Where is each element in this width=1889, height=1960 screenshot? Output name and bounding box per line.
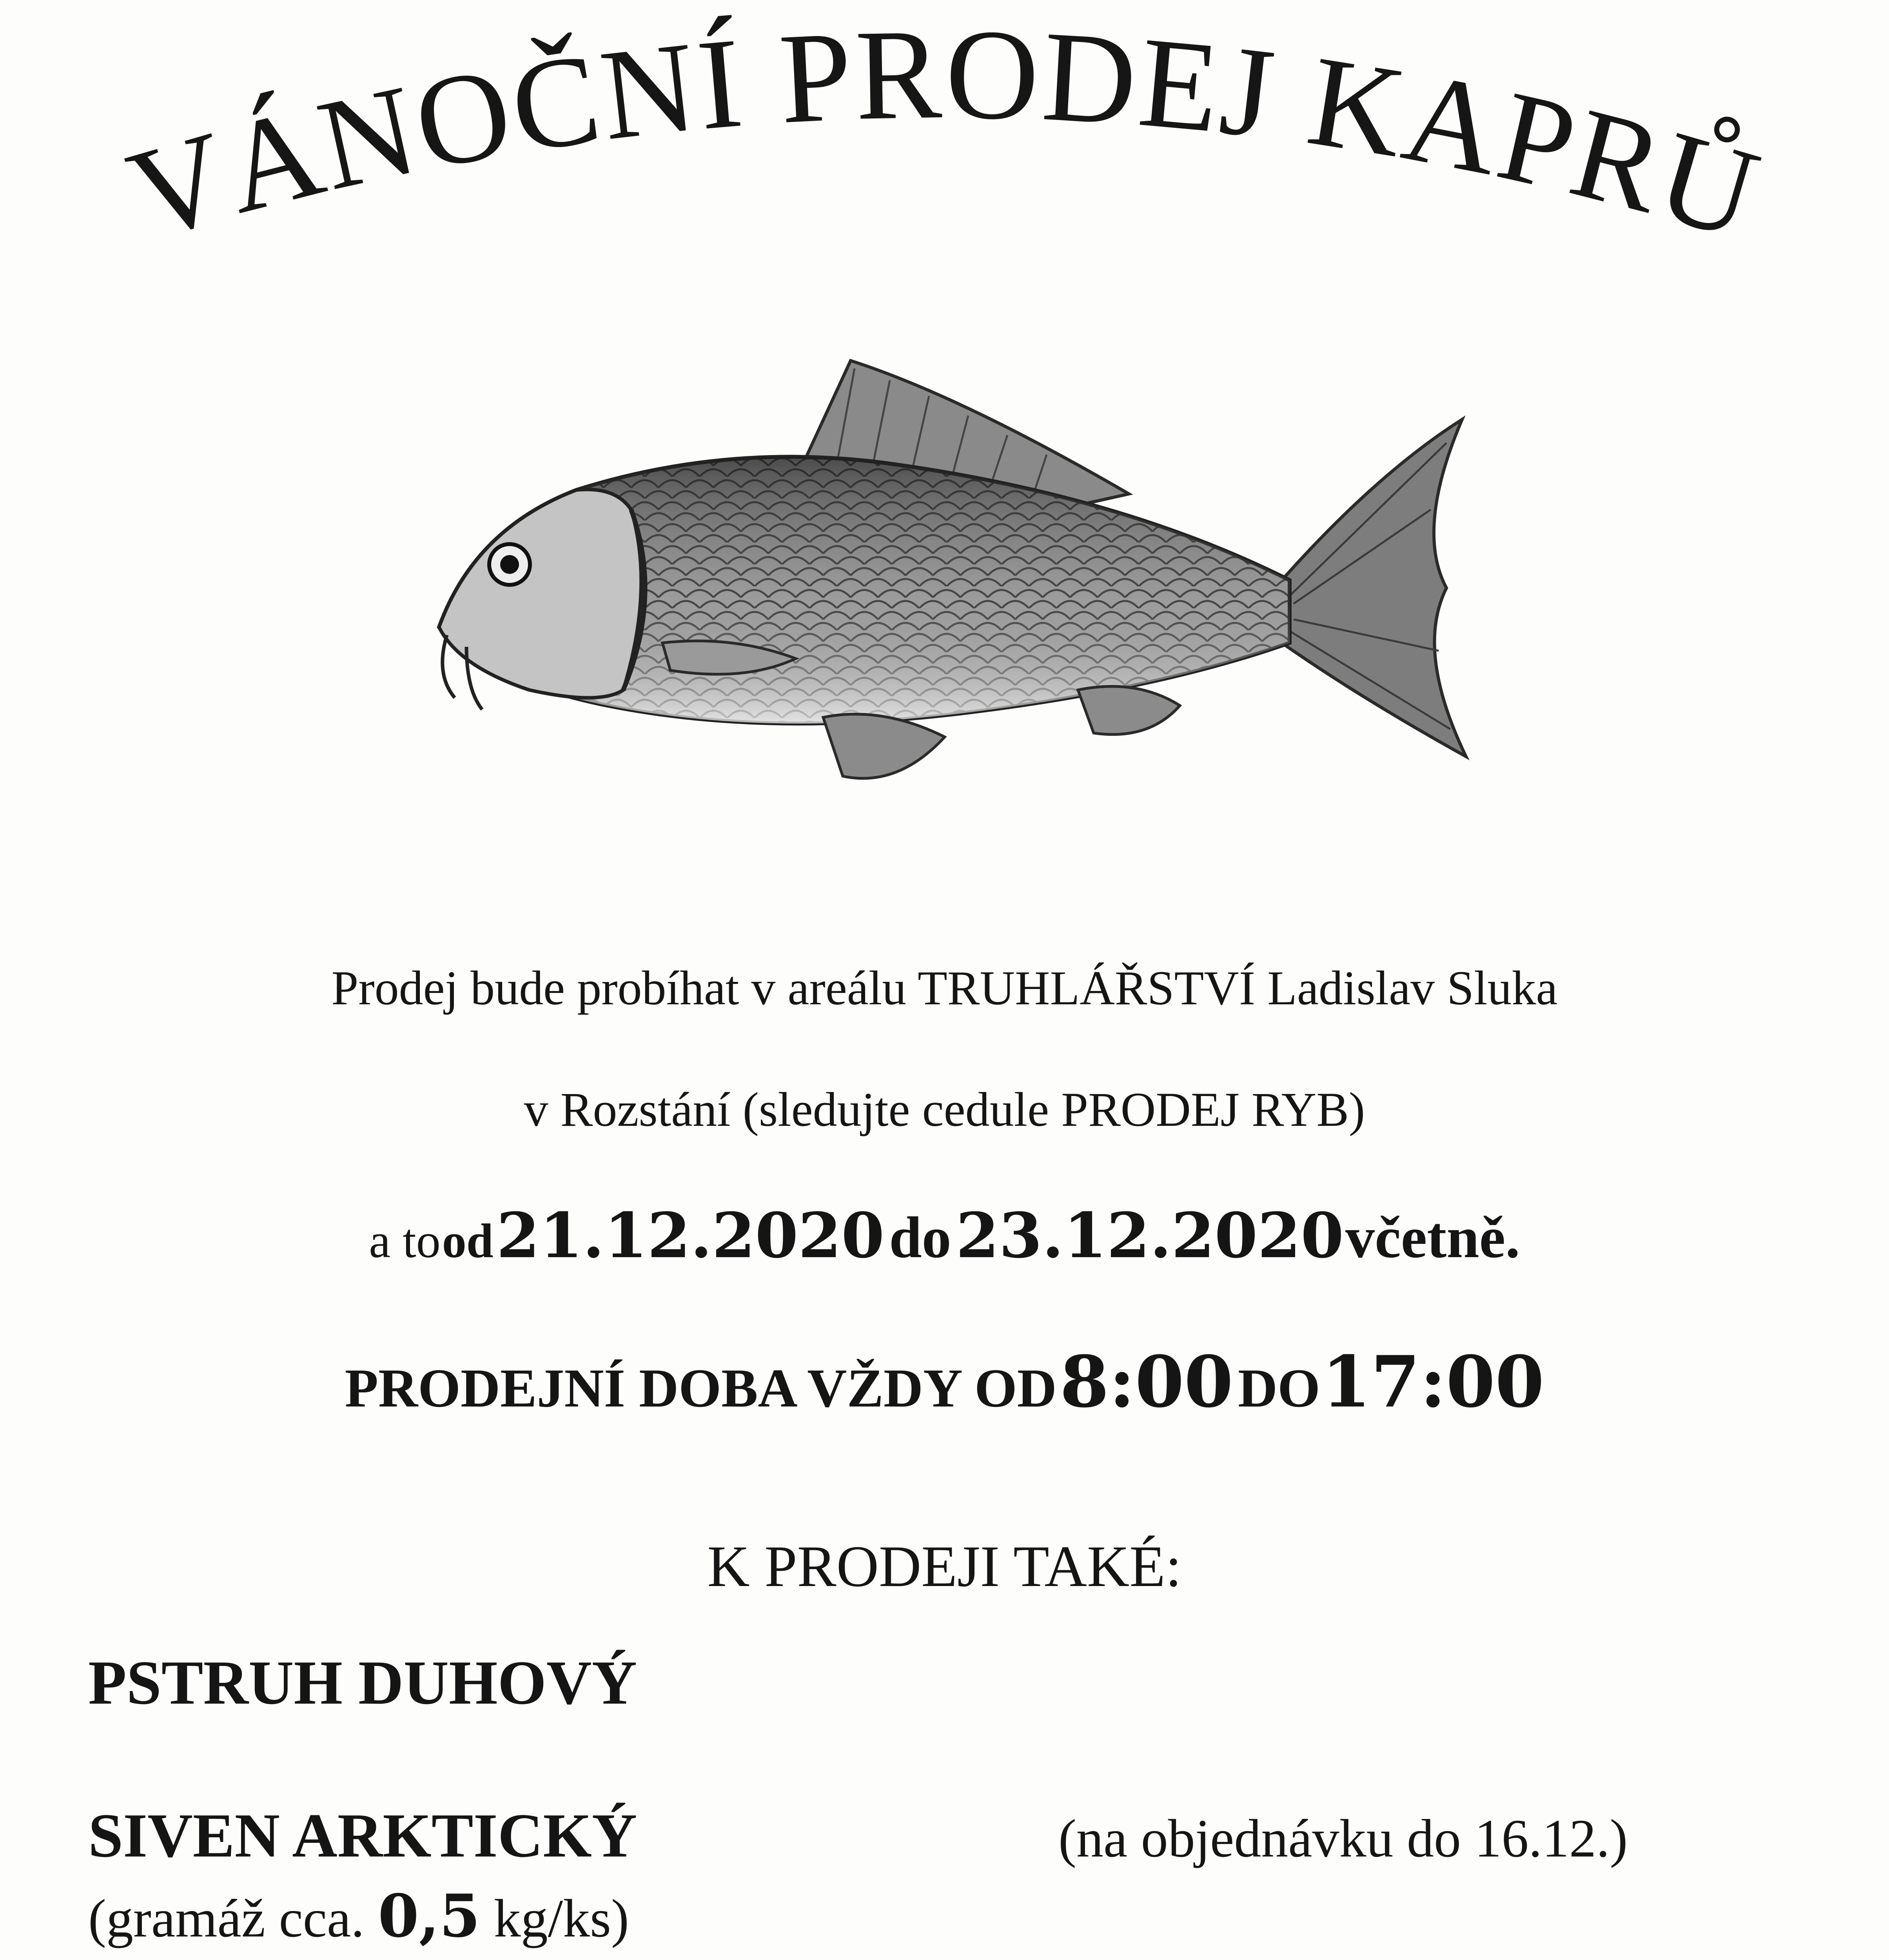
poster-title-text: VÁNOČNÍ PRODEJ KAPRŮ xyxy=(114,2,1775,268)
location-line-2: v Rozstání (sledujte cedule PRODEJ RYB) xyxy=(524,1083,1365,1136)
fish-item-siven-weight xyxy=(88,1882,629,1951)
hours-open: 8:00 xyxy=(1060,1341,1234,1423)
sale-dates xyxy=(0,1200,1889,1272)
dates-suffix: včetně. xyxy=(1345,1205,1520,1270)
carp-fish-illustration xyxy=(412,345,1478,847)
siven-weight-value: 0,5 xyxy=(378,1882,481,1951)
dates-to-date: 23.12.2020 xyxy=(956,1200,1344,1272)
also-for-sale-heading: K PRODEJI TAKÉ: xyxy=(707,1534,1182,1599)
fish-item-siven-note: (na objednávku do 16.12.) xyxy=(1058,1808,1628,1868)
dates-from-date: 21.12.2020 xyxy=(496,1200,885,1272)
fish-item-pstruh: PSTRUH DUHOVÝ xyxy=(88,1648,637,1717)
siven-weight-prefix: (gramáž cca. xyxy=(88,1888,365,1948)
dates-from-word: od xyxy=(442,1214,494,1268)
fish-item-siven: SIVEN ARKTICKÝ xyxy=(88,1800,637,1870)
hours-close: 17:00 xyxy=(1322,1341,1544,1423)
dates-to-word: do xyxy=(889,1205,951,1270)
hours-to-word: DO xyxy=(1238,1358,1321,1419)
siven-weight-suffix: kg/ks) xyxy=(494,1888,629,1948)
location-line-1: Prodej bude probíhat v areálu TRUHLÁŘSTVÍ Ladislav Sluka xyxy=(331,961,1558,1015)
sale-hours xyxy=(0,1341,1889,1423)
poster-title xyxy=(0,0,1889,274)
dates-prefix: a to xyxy=(369,1214,441,1268)
hours-label: PRODEJNÍ DOBA VŽDY OD xyxy=(345,1358,1057,1419)
